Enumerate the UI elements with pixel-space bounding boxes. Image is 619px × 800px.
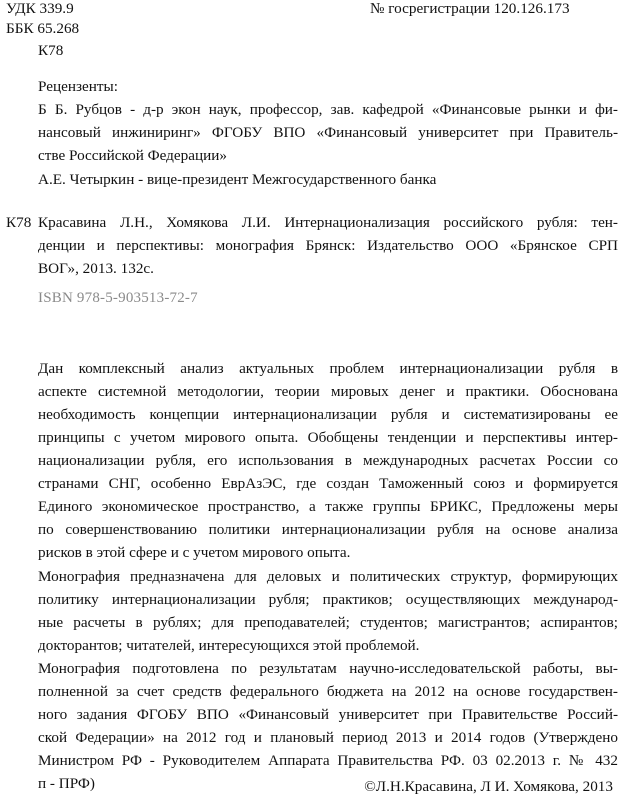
- udk-code: УДК 339.9: [6, 0, 74, 17]
- abstract-p3-line: Министром РФ - Руководителем Аппарата Правительства РФ. 03 02.2013 г. № 432: [38, 752, 618, 769]
- abstract-p1-line: аспекте системной методологии, теории мировых денег и практики. Обоснована: [38, 383, 618, 400]
- isbn: ISBN 978-5-903513-72-7: [38, 290, 198, 306]
- abstract-p1-line: рисков в этой сфере и с учетом мирового опыта.: [38, 544, 351, 561]
- abstract-p3-line: п - ПРФ): [38, 775, 95, 792]
- bibliographic-label: К78: [6, 214, 32, 231]
- abstract-p3-line: полненной за счет средств федерального бюджета на 2012 на основе государствен-: [38, 683, 618, 700]
- abstract-p2-line: Монография предназначена для деловых и политических структур, формирующих: [38, 568, 618, 585]
- reviewer-1-line: стве Российской Федерации»: [38, 147, 227, 164]
- author-code: К78: [38, 42, 64, 59]
- abstract-p1-line: принципы с учетом мирового опыта. Обобщены тенденции и перспективы интер-: [38, 429, 618, 446]
- bbk-code: ББК 65.268: [6, 20, 80, 37]
- abstract-p3-line: ской Федерации» на 2012 год и плановый период 2013 и 2014 годов (Утверждено: [38, 729, 618, 746]
- abstract-p3-line: ного задания ФГОБУ ВПО «Финансовый университет при Правительстве Россий-: [38, 706, 618, 723]
- abstract-p2-line: докторантов; читателей, интересующихся этой проблемой.: [38, 637, 420, 654]
- reviewer-1-line: Б Б. Рубцов - д-р экон наук, профессор, зав. кафедрой «Финансовые рынки и фи-: [38, 101, 618, 118]
- abstract-p1-line: национализации рубля, его использования в международных расчетах России со: [38, 452, 618, 469]
- abstract-p1-line: по совершенствованию политики интернационализации рубля на основе анализа: [38, 521, 618, 538]
- abstract-p1-line: Единого экономическое пространство, а также группы БРИКС, Предложены меры: [38, 498, 618, 515]
- abstract-p1-line: необходимость концепции интернационализации рубля и систематизированы ее: [38, 406, 618, 423]
- reviewer-1-line: нансовый инжиниринг» ФГОБУ ВПО «Финансовый университет при Правитель-: [38, 124, 618, 141]
- abstract-p1-line: Дан комплексный анализ актуальных проблем интернационализации рубля в: [38, 360, 618, 377]
- abstract-p2-line: политику интернационализации рубля; практиков; осуществляющих международ-: [38, 591, 618, 608]
- copyright: ©Л.Н.Красавина, Л И. Хомякова, 2013: [364, 778, 613, 795]
- bibliographic-line: Красавина Л.Н., Хомякова Л.И. Интернационализация российского рубля: тен-: [38, 214, 618, 231]
- bibliographic-line: ВОГ», 2013. 132с.: [38, 260, 154, 277]
- registration-number: № госрегистрации 120.126.173: [370, 0, 570, 17]
- abstract-p2-line: ные расчеты в рублях; для преподавателей; студентов; магистрантов; аспирантов;: [38, 614, 618, 631]
- abstract-p3-line: Монография подготовлена по результатам научно-исследовательской работы, вы-: [38, 660, 618, 677]
- reviewers-title: Рецензенты:: [38, 78, 118, 95]
- bibliographic-line: денции и перспективы: монография Брянск: Издательство ООО «Брянское СРП: [38, 237, 618, 254]
- reviewer-2: А.Е. Четыркин - вице-президент Межгосударственного банка: [38, 171, 437, 188]
- abstract-p1-line: странами СНГ, особенно ЕврАзЭС, где создан Таможенный союз и формируется: [38, 475, 618, 492]
